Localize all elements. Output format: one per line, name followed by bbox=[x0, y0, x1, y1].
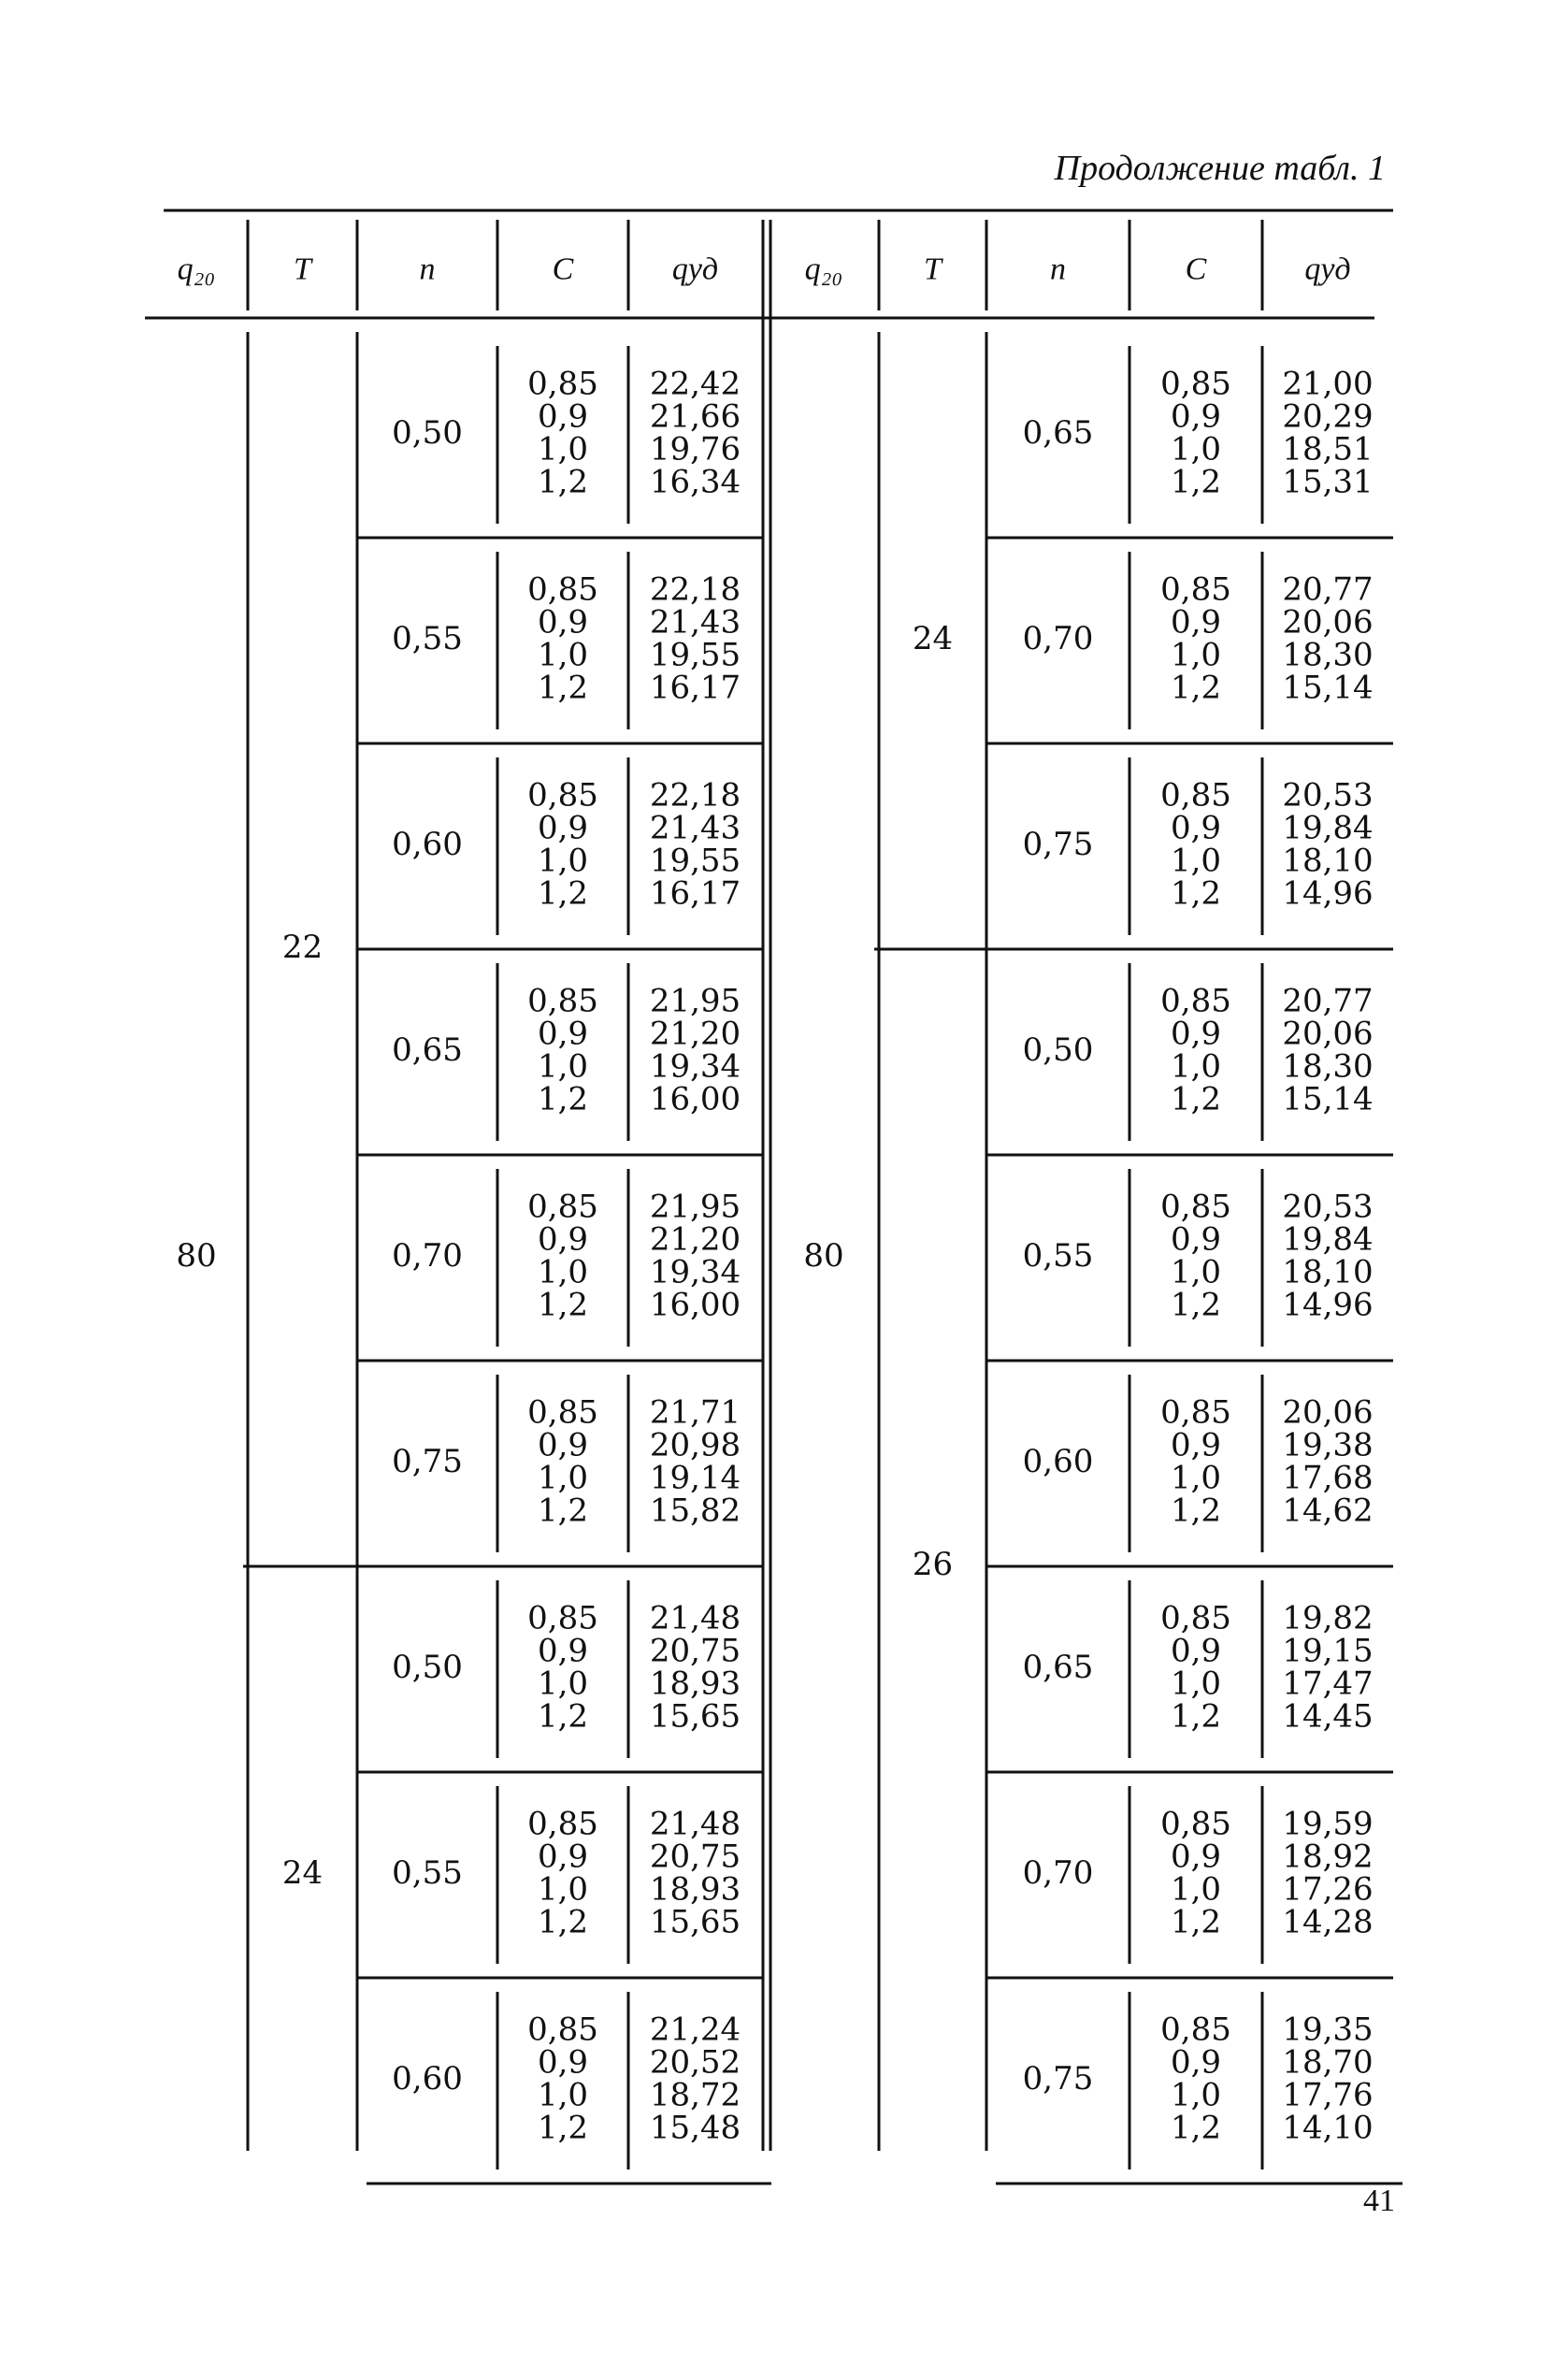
right-c-value: 0,85 bbox=[1160, 1805, 1231, 1843]
right-qud-value: 20,53 bbox=[1282, 1188, 1374, 1226]
left-n-value: 0,50 bbox=[392, 414, 463, 452]
right-qud-value: 17,47 bbox=[1282, 1665, 1374, 1703]
right-qud-value: 17,26 bbox=[1282, 1870, 1374, 1909]
right-qud-value: 20,06 bbox=[1282, 1015, 1374, 1053]
left-qud-value: 15,82 bbox=[649, 1492, 741, 1530]
left-c-value: 0,9 bbox=[537, 397, 589, 436]
left-c-value: 1,0 bbox=[537, 842, 589, 880]
left-c-value: 1,2 bbox=[537, 1080, 589, 1118]
left-t-value: 22 bbox=[281, 929, 324, 966]
left-qud-value: 21,48 bbox=[649, 1599, 741, 1637]
left-n-value: 0,50 bbox=[392, 1649, 463, 1686]
right-qud-value: 20,29 bbox=[1282, 397, 1374, 436]
right-c-value: 1,2 bbox=[1170, 874, 1222, 913]
right-header-t: T bbox=[924, 252, 942, 287]
left-c-value: 1,0 bbox=[537, 1665, 589, 1703]
left-n-value: 0,55 bbox=[392, 1854, 463, 1892]
right-qud-value: 20,77 bbox=[1282, 982, 1374, 1020]
right-qud-value: 18,70 bbox=[1282, 2043, 1374, 2082]
left-c-value: 0,85 bbox=[527, 776, 598, 814]
left-c-value: 1,0 bbox=[537, 636, 589, 674]
right-qud-value: 14,62 bbox=[1282, 1492, 1374, 1530]
right-qud-value: 15,14 bbox=[1282, 669, 1374, 707]
right-c-value: 0,9 bbox=[1170, 1838, 1222, 1876]
right-qud-value: 14,10 bbox=[1282, 2109, 1374, 2147]
right-qud-value: 19,59 bbox=[1282, 1805, 1374, 1843]
right-t-value: 24 bbox=[912, 620, 954, 657]
left-c-value: 0,85 bbox=[527, 982, 598, 1020]
left-qud-value: 15,65 bbox=[649, 1903, 741, 1941]
left-qud-value: 20,98 bbox=[649, 1426, 741, 1464]
right-qud-value: 18,10 bbox=[1282, 1253, 1374, 1291]
left-qud-value: 16,17 bbox=[649, 669, 741, 707]
left-header-t: T bbox=[294, 252, 311, 287]
right-c-value: 1,2 bbox=[1170, 463, 1222, 501]
right-c-value: 0,9 bbox=[1170, 603, 1222, 641]
left-n-value: 0,70 bbox=[392, 1237, 463, 1275]
right-c-value: 1,0 bbox=[1170, 1459, 1222, 1497]
left-n-value: 0,60 bbox=[392, 2060, 463, 2097]
right-c-value: 1,0 bbox=[1170, 1253, 1222, 1291]
right-c-value: 0,9 bbox=[1170, 1426, 1222, 1464]
right-qud-value: 20,06 bbox=[1282, 603, 1374, 641]
left-header-n: n bbox=[419, 252, 436, 287]
left-qud-value: 21,95 bbox=[649, 982, 741, 1020]
left-qud-value: 22,18 bbox=[649, 776, 741, 814]
left-c-value: 0,85 bbox=[527, 1599, 598, 1637]
left-c-value: 0,85 bbox=[527, 570, 598, 609]
left-qud-value: 21,43 bbox=[649, 809, 741, 847]
right-c-value: 0,85 bbox=[1160, 982, 1231, 1020]
left-qud-value: 19,34 bbox=[649, 1253, 741, 1291]
right-qud-value: 15,31 bbox=[1282, 463, 1374, 501]
left-c-value: 0,9 bbox=[537, 2043, 589, 2082]
right-qud-value: 19,38 bbox=[1282, 1426, 1374, 1464]
left-qud-value: 16,00 bbox=[649, 1080, 741, 1118]
right-c-value: 1,0 bbox=[1170, 1665, 1222, 1703]
left-qud-value: 15,65 bbox=[649, 1697, 741, 1736]
right-c-value: 1,2 bbox=[1170, 1286, 1222, 1324]
right-qud-value: 20,06 bbox=[1282, 1393, 1374, 1432]
left-c-value: 1,0 bbox=[537, 1253, 589, 1291]
right-c-value: 0,9 bbox=[1170, 1015, 1222, 1053]
left-qud-value: 20,52 bbox=[649, 2043, 741, 2082]
left-c-value: 0,9 bbox=[537, 809, 589, 847]
right-c-value: 1,0 bbox=[1170, 430, 1222, 468]
right-qud-value: 19,82 bbox=[1282, 1599, 1374, 1637]
left-c-value: 1,2 bbox=[537, 669, 589, 707]
right-n-value: 0,70 bbox=[1022, 1854, 1094, 1892]
right-qud-value: 14,45 bbox=[1282, 1697, 1374, 1736]
right-c-value: 1,0 bbox=[1170, 636, 1222, 674]
left-c-value: 1,2 bbox=[537, 1492, 589, 1530]
left-c-value: 0,85 bbox=[527, 1393, 598, 1432]
right-header-n: n bbox=[1050, 252, 1066, 287]
right-q20-value: 80 bbox=[803, 1237, 844, 1275]
left-qud-value: 22,18 bbox=[649, 570, 741, 609]
right-c-value: 0,85 bbox=[1160, 2011, 1231, 2049]
left-c-value: 1,0 bbox=[537, 430, 589, 468]
left-n-value: 0,60 bbox=[392, 826, 463, 863]
left-qud-value: 16,34 bbox=[649, 463, 741, 501]
left-n-value: 0,75 bbox=[392, 1443, 463, 1480]
left-qud-value: 19,14 bbox=[649, 1459, 741, 1497]
left-c-value: 0,85 bbox=[527, 1805, 598, 1843]
right-c-value: 0,9 bbox=[1170, 397, 1222, 436]
left-c-value: 0,85 bbox=[527, 365, 598, 403]
right-header-q20: q₂₀ bbox=[804, 252, 843, 287]
right-c-value: 1,2 bbox=[1170, 1492, 1222, 1530]
table-caption: Продолжение табл. 1 bbox=[1054, 149, 1386, 188]
left-qud-value: 21,24 bbox=[649, 2011, 741, 2049]
left-qud-value: 16,00 bbox=[649, 1286, 741, 1324]
left-header-qud: qуд bbox=[671, 252, 719, 287]
left-c-value: 1,2 bbox=[537, 2109, 589, 2147]
left-n-value: 0,55 bbox=[392, 620, 463, 657]
left-c-value: 0,85 bbox=[527, 2011, 598, 2049]
left-qud-value: 20,75 bbox=[649, 1632, 741, 1670]
right-qud-value: 14,28 bbox=[1282, 1903, 1374, 1941]
right-c-value: 0,85 bbox=[1160, 1393, 1231, 1432]
right-qud-value: 18,30 bbox=[1282, 636, 1374, 674]
right-qud-value: 21,00 bbox=[1282, 365, 1374, 403]
left-c-value: 0,9 bbox=[537, 603, 589, 641]
left-c-value: 1,2 bbox=[537, 463, 589, 501]
left-qud-value: 19,76 bbox=[649, 430, 741, 468]
left-qud-value: 18,72 bbox=[649, 2076, 741, 2114]
right-c-value: 0,85 bbox=[1160, 570, 1231, 609]
right-c-value: 0,85 bbox=[1160, 1599, 1231, 1637]
left-header-c: C bbox=[552, 252, 574, 287]
right-n-value: 0,65 bbox=[1022, 414, 1094, 452]
left-q20-value: 80 bbox=[176, 1237, 217, 1275]
right-c-value: 1,2 bbox=[1170, 1903, 1222, 1941]
left-qud-value: 21,48 bbox=[649, 1805, 741, 1843]
left-t-value: 24 bbox=[281, 1854, 324, 1892]
right-qud-value: 15,14 bbox=[1282, 1080, 1374, 1118]
right-n-value: 0,70 bbox=[1022, 620, 1094, 657]
left-c-value: 1,0 bbox=[537, 1047, 589, 1086]
left-qud-value: 21,43 bbox=[649, 603, 741, 641]
right-c-value: 1,2 bbox=[1170, 2109, 1222, 2147]
right-c-value: 0,9 bbox=[1170, 1632, 1222, 1670]
right-qud-value: 18,51 bbox=[1282, 430, 1374, 468]
right-qud-value: 17,76 bbox=[1282, 2076, 1374, 2114]
left-c-value: 0,9 bbox=[537, 1632, 589, 1670]
left-c-value: 1,0 bbox=[537, 1459, 589, 1497]
right-n-value: 0,75 bbox=[1022, 2060, 1094, 2097]
right-header-c: C bbox=[1185, 252, 1207, 287]
right-c-value: 0,9 bbox=[1170, 1220, 1222, 1259]
right-c-value: 1,2 bbox=[1170, 1697, 1222, 1736]
right-c-value: 0,85 bbox=[1160, 365, 1231, 403]
right-qud-value: 19,84 bbox=[1282, 809, 1374, 847]
left-qud-value: 19,34 bbox=[649, 1047, 741, 1086]
left-n-value: 0,65 bbox=[392, 1031, 463, 1069]
right-qud-value: 20,77 bbox=[1282, 570, 1374, 609]
right-n-value: 0,75 bbox=[1022, 826, 1094, 863]
right-n-value: 0,60 bbox=[1022, 1443, 1094, 1480]
left-qud-value: 21,20 bbox=[649, 1220, 741, 1259]
right-c-value: 0,9 bbox=[1170, 809, 1222, 847]
right-c-value: 1,0 bbox=[1170, 1047, 1222, 1086]
left-c-value: 1,2 bbox=[537, 1903, 589, 1941]
left-c-value: 0,9 bbox=[537, 1015, 589, 1053]
left-qud-value: 18,93 bbox=[649, 1870, 741, 1909]
left-c-value: 1,2 bbox=[537, 1286, 589, 1324]
left-c-value: 0,9 bbox=[537, 1220, 589, 1259]
right-c-value: 0,85 bbox=[1160, 776, 1231, 814]
left-qud-value: 21,20 bbox=[649, 1015, 741, 1053]
right-n-value: 0,50 bbox=[1022, 1031, 1094, 1069]
left-qud-value: 19,55 bbox=[649, 842, 741, 880]
left-c-value: 1,0 bbox=[537, 2076, 589, 2114]
right-n-value: 0,55 bbox=[1022, 1237, 1094, 1275]
left-qud-value: 22,42 bbox=[649, 365, 741, 403]
right-qud-value: 18,92 bbox=[1282, 1838, 1374, 1876]
right-qud-value: 19,35 bbox=[1282, 2011, 1374, 2049]
right-c-value: 0,85 bbox=[1160, 1188, 1231, 1226]
left-qud-value: 20,75 bbox=[649, 1838, 741, 1876]
right-qud-value: 19,15 bbox=[1282, 1632, 1374, 1670]
right-c-value: 1,0 bbox=[1170, 1870, 1222, 1909]
left-qud-value: 19,55 bbox=[649, 636, 741, 674]
right-c-value: 1,0 bbox=[1170, 2076, 1222, 2114]
right-qud-value: 14,96 bbox=[1282, 1286, 1374, 1324]
page-number: 41 bbox=[1363, 2184, 1395, 2218]
left-qud-value: 21,66 bbox=[649, 397, 741, 436]
left-c-value: 0,9 bbox=[537, 1838, 589, 1876]
right-c-value: 1,2 bbox=[1170, 1080, 1222, 1118]
left-c-value: 1,0 bbox=[537, 1870, 589, 1909]
right-qud-value: 17,68 bbox=[1282, 1459, 1374, 1497]
right-c-value: 1,0 bbox=[1170, 842, 1222, 880]
left-qud-value: 15,48 bbox=[649, 2109, 741, 2147]
right-header-qud: qуд bbox=[1304, 252, 1351, 287]
right-t-value: 26 bbox=[912, 1546, 954, 1583]
right-c-value: 1,2 bbox=[1170, 669, 1222, 707]
right-qud-value: 18,30 bbox=[1282, 1047, 1374, 1086]
left-qud-value: 16,17 bbox=[649, 874, 741, 913]
right-qud-value: 19,84 bbox=[1282, 1220, 1374, 1259]
left-c-value: 0,85 bbox=[527, 1188, 598, 1226]
right-n-value: 0,65 bbox=[1022, 1649, 1094, 1686]
left-c-value: 1,2 bbox=[537, 1697, 589, 1736]
right-c-value: 0,9 bbox=[1170, 2043, 1222, 2082]
left-qud-value: 21,95 bbox=[649, 1188, 741, 1226]
left-c-value: 0,9 bbox=[537, 1426, 589, 1464]
right-qud-value: 20,53 bbox=[1282, 776, 1374, 814]
left-header-q20: q₂₀ bbox=[177, 252, 216, 287]
right-qud-value: 14,96 bbox=[1282, 874, 1374, 913]
left-qud-value: 21,71 bbox=[649, 1393, 741, 1432]
left-qud-value: 18,93 bbox=[649, 1665, 741, 1703]
left-c-value: 1,2 bbox=[537, 874, 589, 913]
right-qud-value: 18,10 bbox=[1282, 842, 1374, 880]
